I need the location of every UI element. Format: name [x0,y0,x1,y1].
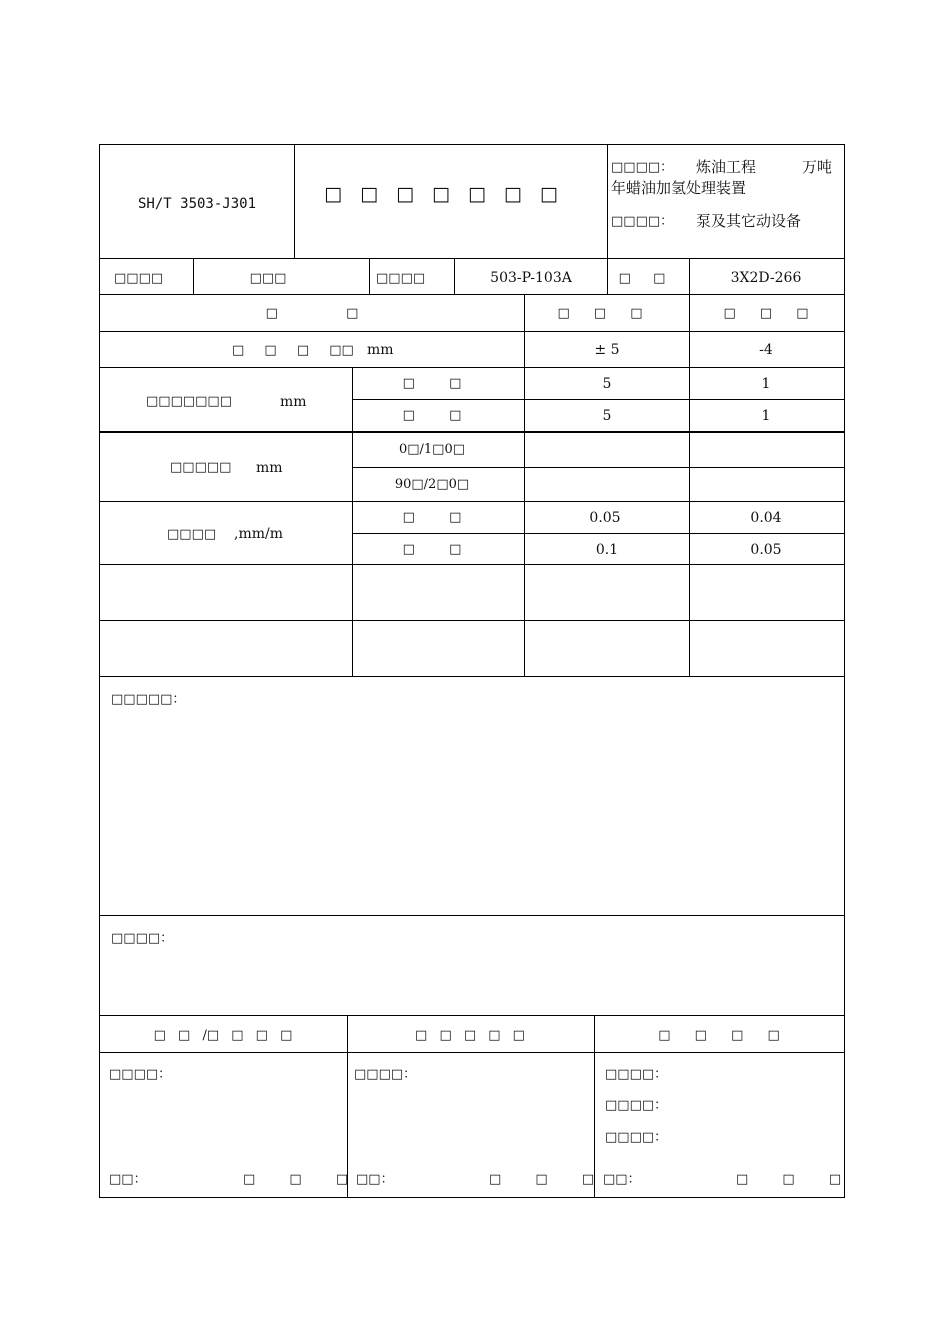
rule-r1-bottom [100,367,844,368]
unit-label: □□□□： [611,214,674,229]
signoff-col2-field: □□□□： [354,1067,417,1082]
row3-unit: mm [256,460,283,476]
vrule-info-5 [689,258,690,294]
vrule-signoff-2 [594,1015,595,1198]
standard-code: SH/T 3503-J301 [137,196,257,212]
signoff-col1-date-label: □□： [109,1172,147,1187]
signoff-col1-date: □ □ □ [243,1172,349,1187]
row2-sub2-label: □ □ [402,408,462,423]
row1-label: □ □ □ □□ [232,343,354,358]
row4-sub2-measured: 0.05 [750,542,782,558]
vrule-header-1 [294,145,295,258]
row4-sub1-label: □ □ [402,510,462,525]
signoff-col3-field3: □□□□： [605,1130,668,1145]
vrule-info-4 [607,258,608,294]
row2-sub2-allowed: 5 [602,408,612,424]
row3-sub1-label: 0□/1□0□ [398,442,466,457]
vrule-table-allowed [524,294,525,676]
row4-label: □□□□ [167,527,217,542]
rule-remarks-bottom [100,915,844,916]
row2-sub1-label: □ □ [402,376,462,391]
model-label: □ □ [618,271,666,286]
row4-sub2-label: □ □ [402,542,462,557]
signoff-col3-date: □ □ □ [736,1172,842,1187]
project-label: □□□□： [611,160,674,175]
signoff-col1-header: □ □ /□ □ □ □ [153,1028,293,1043]
row3-sub2-label: 90□/2□0□ [394,477,470,492]
equipment-tag-label: □□□□ [376,271,426,286]
vrule-signoff-1 [347,1015,348,1198]
signoff-col3-header: □ □ □ □ [658,1028,780,1043]
form-title: □□□□□□□ [324,183,576,205]
vrule-info-1 [193,258,194,294]
rule-r6-bottom [100,676,844,677]
row1-unit: mm [367,342,394,358]
unit-value: 泵及其它动设备 [696,212,802,230]
remarks-label: □□□□□： [111,692,186,707]
rule-r3-mid [352,467,844,468]
row4-unit: ,mm/m [234,526,283,542]
rule-header-bottom [100,258,844,259]
rule-conclusion-bottom [100,1015,844,1016]
row2-unit: mm [280,394,307,410]
row4-sub1-measured: 0.04 [750,510,782,526]
rule-r2-mid [352,399,844,400]
vrule-table-measured [689,294,690,676]
rule-r2-bottom [100,431,844,433]
equipment-name-label: □□□□ [114,271,164,286]
signoff-col1-field: □□□□： [109,1067,172,1082]
vrule-header-2 [607,145,608,258]
project-value: 炼油工程 [696,158,757,176]
row3-label: □□□□□ [170,460,232,475]
row4-sub1-allowed: 0.05 [589,510,621,526]
rule-r4-bottom [100,564,844,565]
inspection-form [99,144,845,1198]
signoff-col3-field1: □□□□： [605,1067,668,1082]
row2-sub2-measured: 1 [761,408,771,424]
vrule-info-2 [369,258,370,294]
vrule-table-sub [352,367,353,676]
row2-label: □□□□□□□ [146,394,232,409]
vrule-info-3 [454,258,455,294]
col-measured-header: □ □ □ [723,306,809,321]
equipment-name-value: □□□ [249,271,287,286]
conclusion-label: □□□□： [111,931,174,946]
signoff-col2-date: □ □ □ [489,1172,595,1187]
col-item-header: □ □ [265,306,359,321]
rule-colheader-bottom [100,331,844,332]
project-value-tonnage: 万吨 [802,158,833,176]
row2-sub1-allowed: 5 [602,376,612,392]
row1-measured: -4 [759,342,773,358]
equipment-tag-value: 503-P-103A [490,270,572,286]
signoff-col2-date-label: □□： [356,1172,394,1187]
rule-r5-bottom [100,620,844,621]
rule-r4-mid [352,533,844,534]
col-allowed-header: □ □ □ [557,306,643,321]
signoff-col2-header: □ □ □ □ □ [415,1028,525,1043]
rule-signoff-header-bottom [100,1052,844,1053]
signoff-col3-field2: □□□□： [605,1098,668,1113]
rule-r3-bottom [100,501,844,502]
project-value-line2: 年蜡油加氢处理装置 [611,179,747,197]
model-value: 3X2D-266 [730,270,802,286]
row2-sub1-measured: 1 [761,376,771,392]
signoff-col3-date-label: □□： [603,1172,641,1187]
row1-allowed: ± 5 [594,342,620,358]
row4-sub2-allowed: 0.1 [595,542,619,558]
rule-info-bottom [100,294,844,295]
